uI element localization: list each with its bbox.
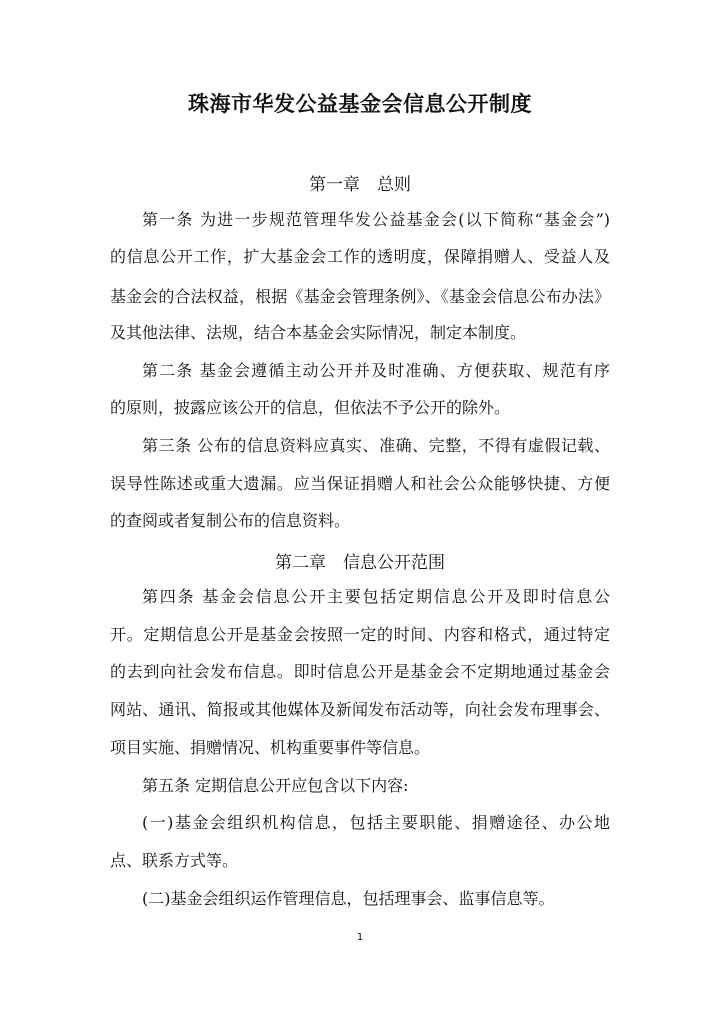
article-4-line: 项目实施、捐赠情况、机构重要事件等信息。 <box>110 738 431 757</box>
article-3-line: 的查阅或者复制公布的信息资料。 <box>110 511 351 530</box>
item-1-line: 点、联系方式等。 <box>110 851 239 870</box>
item-2-line: (二)基金会组织运作管理信息，包括理事会、监事信息等。 <box>142 889 555 908</box>
article-5-line: 第五条 定期信息公开应包含以下内容: <box>142 776 409 795</box>
document-title: 珠海市华发公益基金会信息公开制度 <box>188 92 532 116</box>
article-1-line: 第一条 为进一步规范管理华发公益基金会(以下简称“基金会”) <box>142 210 610 229</box>
chapter-2-heading: 第二章 信息公开范围 <box>275 553 445 573</box>
article-2-line: 的原则，披露应该公开的信息，但依法不予公开的除外。 <box>110 398 511 417</box>
chapter-1-heading: 第一章 总则 <box>309 175 411 195</box>
article-3-line: 第三条 公布的信息资料应真实、准确、完整，不得有虚假记载、 <box>142 436 610 455</box>
article-4-line: 开。定期信息公开是基金会按照一定的时间、内容和格式，通过特定 <box>110 625 610 644</box>
article-1-line: 及其他法律、法规，结合本基金会实际情况，制定本制度。 <box>110 323 527 342</box>
article-3-line: 误导性陈述或重大遗漏。应当保证捐赠人和社会公众能够快捷、方便 <box>110 474 610 493</box>
item-1-line: (一)基金会组织机构信息，包括主要职能、捐赠途径、办公地 <box>142 813 610 832</box>
article-1-line: 的信息公开工作，扩大基金会工作的透明度，保障捐赠人、受益人及 <box>110 247 610 266</box>
article-4-line: 第四条 基金会信息公开主要包括定期信息公开及即时信息公 <box>142 587 610 606</box>
article-4-line: 网站、通讯、简报或其他媒体及新闻发布活动等，向社会发布理事会、 <box>110 700 610 719</box>
article-2-line: 第二条 基金会遵循主动公开并及时准确、方便获取、规范有序 <box>142 361 610 380</box>
article-4-line: 的去到向社会发布信息。即时信息公开是基金会不定期地通过基金会 <box>110 662 610 681</box>
page-number: 1 <box>356 932 364 943</box>
article-1-line: 基金会的合法权益，根据《基金会管理条例》、《基金会信息公布办法》 <box>110 287 610 306</box>
